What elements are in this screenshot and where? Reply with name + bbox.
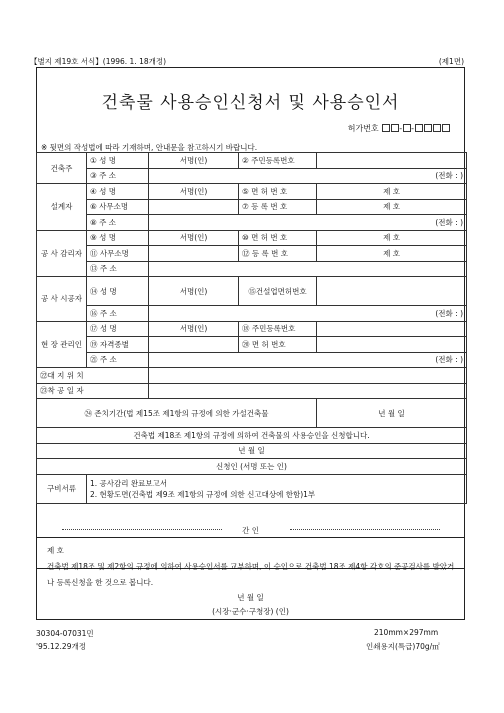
paper-spec: 인쇄용지(특급)70g/㎡ [366, 642, 440, 651]
owner-rrn-field[interactable] [317, 153, 467, 169]
designer-reg-field[interactable]: 제 호 [317, 199, 467, 215]
supervisor-addr-field[interactable] [149, 261, 467, 277]
contractor-addr-field[interactable]: (전화 : ) [149, 306, 467, 322]
application-statement: 건축법 제18조 제1항의 규정에 의하여 건축물의 사용승인을 신청합니다. [37, 428, 467, 444]
cut-line-right [290, 529, 440, 530]
designer-office-field[interactable] [149, 199, 239, 215]
contractor-name-label: ⑭ 성 명 [87, 277, 149, 306]
guide-note: ※ 뒷면의 작성법에 따라 기재하며, 안내문을 참고하시기 바랍니다. [41, 143, 258, 152]
approval-box [36, 537, 465, 620]
designer-addr-label: ⑧ 주 소 [87, 215, 149, 231]
paper-size: 210mm×297mm [374, 628, 439, 637]
supervisor-license-field[interactable]: 제 호 [317, 230, 467, 246]
designer-addr-field[interactable]: (전화 : ) [149, 215, 467, 231]
manager-rrn-field[interactable] [317, 321, 467, 337]
docs-list [87, 474, 467, 503]
section-site-manager: 현 장 관리인 [37, 321, 87, 368]
completion-date-field[interactable] [149, 383, 467, 399]
temp-building-date[interactable]: 년 월 일 [317, 399, 467, 428]
manager-sign[interactable]: 서명(인) [149, 321, 239, 337]
application-form [36, 67, 465, 569]
supervisor-office-field[interactable] [149, 246, 239, 262]
form-number: 【별지 제19호 서식】(1996. 1. 18개정) [30, 57, 167, 66]
completion-date-label: ㉓착 공 일 자 [37, 383, 149, 399]
page-number: (제1면) [438, 57, 464, 66]
supervisor-license-label: ⑩ 면 허 번 호 [239, 230, 317, 246]
manager-license-field[interactable] [317, 337, 467, 353]
application-date[interactable]: 년 월 일 [37, 443, 467, 459]
permit-label: 허가번호 [347, 124, 379, 133]
section-designer: 설계자 [37, 184, 87, 231]
supervisor-reg-label: ⑫ 등 록 번 호 [239, 246, 317, 262]
designer-reg-label: ⑦ 등 록 번 호 [239, 199, 317, 215]
docs-item-1: 1. 공사감리 완료보고서 [90, 478, 168, 488]
supervisor-office-label: ⑪ 사무소명 [87, 246, 149, 262]
designer-name-label: ④ 성 명 [87, 184, 149, 200]
manager-addr-field[interactable]: (전화 : ) [149, 352, 467, 368]
form-table [36, 152, 467, 504]
approval-date: 년 월 일 [237, 593, 264, 602]
permit-number [348, 123, 450, 134]
owner-name-label: ① 성 명 [87, 153, 149, 169]
manager-license-label: ⑳ 면 허 번호 [239, 337, 317, 353]
contractor-addr-label: ⑯ 주 소 [87, 306, 149, 322]
designer-office-label: ⑥ 사무소명 [87, 199, 149, 215]
owner-rrn-label: ② 주민등록번호 [239, 153, 317, 169]
section-supervisor: 공 사 감리자 [37, 230, 87, 277]
docs-item-2: 2. 현황도면(건축법 제9조 제1항의 규정에 의한 신고대상에 한함)1부 [90, 489, 316, 499]
contractor-sign[interactable]: 서명(인) [149, 277, 239, 306]
manager-qual-field[interactable] [149, 337, 239, 353]
form-title: 건축물 사용승인신청서 및 사용승인서 [101, 93, 400, 113]
owner-sign[interactable]: 서명(인) [149, 153, 239, 169]
manager-name-label: ⑰ 성 명 [87, 321, 149, 337]
supervisor-name-label: ⑨ 성 명 [87, 230, 149, 246]
site-location-field[interactable] [149, 368, 467, 384]
approval-authority: (시장·군수·구청장) (인) [212, 607, 289, 616]
form-code: 30304-07031민 [36, 629, 94, 638]
applicant-line[interactable]: 신청인 (서명 또는 인) [37, 459, 467, 475]
designer-license-field[interactable]: 제 호 [317, 184, 467, 200]
permit-boxes[interactable]: - - [381, 124, 450, 133]
cut-label: 간 인 [242, 526, 259, 535]
owner-addr-field[interactable]: (전화 : ) [149, 168, 467, 184]
designer-sign[interactable]: 서명(인) [149, 184, 239, 200]
section-contractor: 공 사 시공자 [37, 277, 87, 322]
contractor-license-label: ⑮건설업면허번호 [239, 277, 317, 306]
manager-addr-label: ㉑ 주 소 [87, 352, 149, 368]
site-location-label: ㉒대 지 위 치 [37, 368, 149, 384]
manager-qual-label: ⑲ 자격종별 [87, 337, 149, 353]
section-owner: 건축주 [37, 153, 87, 184]
revision-date: '95.12.29개정 [36, 642, 86, 651]
approval-text: 건축법 제18조 및 제2항의 규정에 의하여 사용승인서를 교부하며, 이 승인으로 건축법 18조 제4항 각호의 준공검사를 받았거나 등록신청을 한 것으로 봅니다. [47, 562, 455, 587]
supervisor-addr-label: ⑬ 주 소 [87, 261, 149, 277]
designer-license-label: ⑤ 면 허 번 호 [239, 184, 317, 200]
contractor-license-field[interactable] [317, 277, 467, 306]
temp-building-label: ㉔ 존치기간(법 제15조 제1항의 규정에 의한 가설건축물 [37, 399, 317, 428]
owner-addr-label: ③ 주 소 [87, 168, 149, 184]
approval-number: 제 호 [47, 546, 64, 555]
supervisor-sign[interactable]: 서명(인) [149, 230, 239, 246]
manager-rrn-label: ⑱ 주민등록번호 [239, 321, 317, 337]
supervisor-reg-field[interactable]: 제 호 [317, 246, 467, 262]
docs-label: 구비서류 [37, 474, 87, 503]
